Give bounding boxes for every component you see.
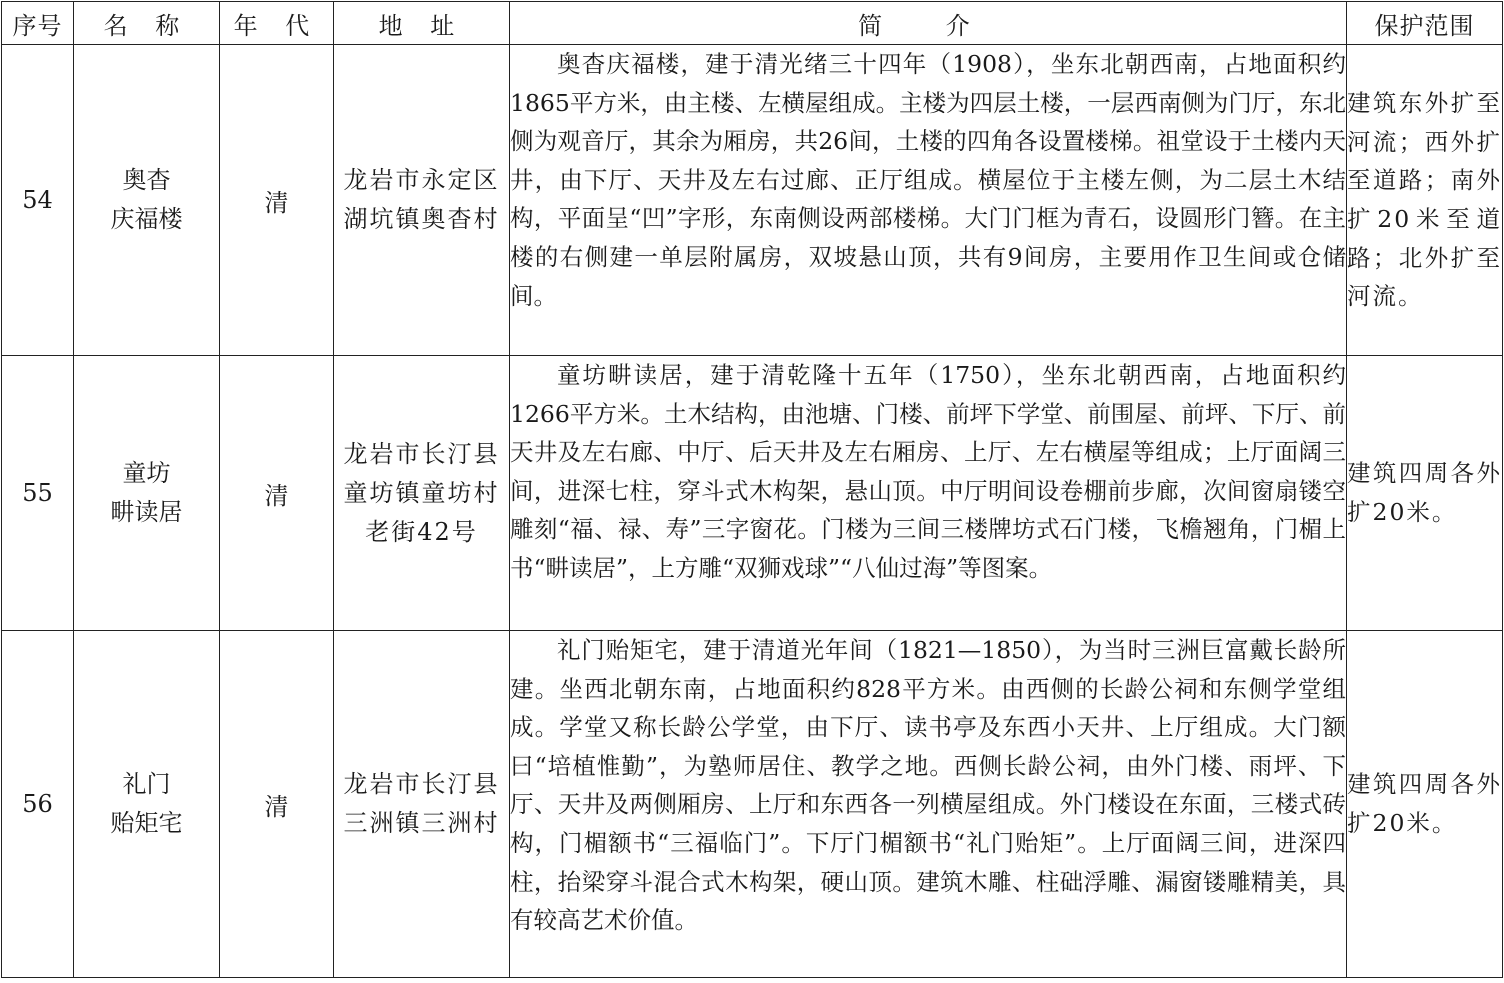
row-number: 55 bbox=[2, 356, 74, 631]
site-address: 龙岩市永定区湖坑镇奥杳村 bbox=[334, 45, 510, 356]
row-number: 56 bbox=[2, 631, 74, 978]
header-era: 年 代 bbox=[220, 2, 334, 45]
site-name-line2: 庆福楼 bbox=[110, 205, 183, 233]
header-name: 名 称 bbox=[74, 2, 220, 45]
site-name bbox=[74, 631, 220, 978]
protection-scope: 建筑四周各外扩20米。 bbox=[1347, 356, 1503, 631]
site-era: 清 bbox=[220, 45, 334, 356]
header-no: 序号 bbox=[2, 2, 74, 45]
site-address: 龙岩市长汀县童坊镇童坊村老街42号 bbox=[334, 356, 510, 631]
site-name-line1: 礼门 bbox=[122, 770, 171, 798]
row-number: 54 bbox=[2, 45, 74, 356]
table-row bbox=[2, 356, 1503, 631]
header-intro: 简 介 bbox=[510, 2, 1347, 45]
site-intro: 奥杳庆福楼，建于清光绪三十四年（1908），坐东北朝西南，占地面积约1865平方米，由主楼、左横屋组成。主楼为四层土楼，一层西南侧为门厅，东北侧为观音厅，其余为厢房，共26间，土楼的四角各设置楼梯。祖堂设于土楼内天井，由下厅、天井及左右过廊、正厅组成。横屋位于主楼左侧，为二层土木结构，平面呈“凹”字形，东南侧设两部楼梯。大门门框为青石，设圆形门簪。在主楼的右侧建一单层附属房，双坡悬山顶，共有9间房，主要用作卫生间或仓储间。 bbox=[510, 45, 1347, 356]
header-scope: 保护范围 bbox=[1347, 2, 1503, 45]
site-intro: 礼门贻矩宅，建于清道光年间（1821—1850），为当时三洲巨富戴长龄所建。坐西北朝东南，占地面积约828平方米。由西侧的长龄公祠和东侧学堂组成。学堂又称长龄公学堂，由下厅、读书亭及东西小天井、上厅组成。大门额曰“培植惟勤”，为塾师居住、教学之地。西侧长龄公祠，由外门楼、雨坪、下厅、天井及两侧厢房、上厅和东西各一列横屋组成。外门楼设在东面，三楼式砖构，门楣额书“三福临门”。下厅门楣额书“礼门贻矩”。上厅面阔三间，进深四柱，抬梁穿斗混合式木构架，硬山顶。建筑木雕、柱础浮雕、漏窗镂雕精美，具有较高艺术价值。 bbox=[510, 631, 1347, 978]
header-row bbox=[2, 2, 1503, 45]
site-era: 清 bbox=[220, 631, 334, 978]
table-row bbox=[2, 631, 1503, 978]
protection-scope: 建筑东外扩至河流；西外扩至道路；南外扩20米至道路；北外扩至河流。 bbox=[1347, 45, 1503, 356]
site-intro: 童坊畊读居，建于清乾隆十五年（1750），坐东北朝西南，占地面积约1266平方米。土木结构，由池塘、门楼、前坪下学堂、前围屋、前坪、下厅、前天井及左右廊、中厅、后天井及左右厢房、上厅、左右横屋等组成；上厅面阔三间，进深七柱，穿斗式木构架，悬山顶。中厅明间设卷棚前步廊，次间窗扇镂空雕刻“福、禄、寿”三字窗花。门楼为三间三楼牌坊式石门楼，飞檐翘角，门楣上书“畊读居”，上方雕“双狮戏球”“八仙过海”等图案。 bbox=[510, 356, 1347, 631]
site-era: 清 bbox=[220, 356, 334, 631]
header-address: 地 址 bbox=[334, 2, 510, 45]
site-name-line2: 贻矩宅 bbox=[110, 809, 183, 837]
site-name bbox=[74, 356, 220, 631]
table-row bbox=[2, 45, 1503, 356]
site-address: 龙岩市长汀县三洲镇三洲村 bbox=[334, 631, 510, 978]
site-name bbox=[74, 45, 220, 356]
site-name-line2: 畊读居 bbox=[110, 498, 183, 526]
site-name-line1: 童坊 bbox=[122, 459, 171, 487]
heritage-site-table bbox=[1, 1, 1503, 978]
site-name-line1: 奥杳 bbox=[122, 166, 171, 194]
protection-scope: 建筑四周各外扩20米。 bbox=[1347, 631, 1503, 978]
